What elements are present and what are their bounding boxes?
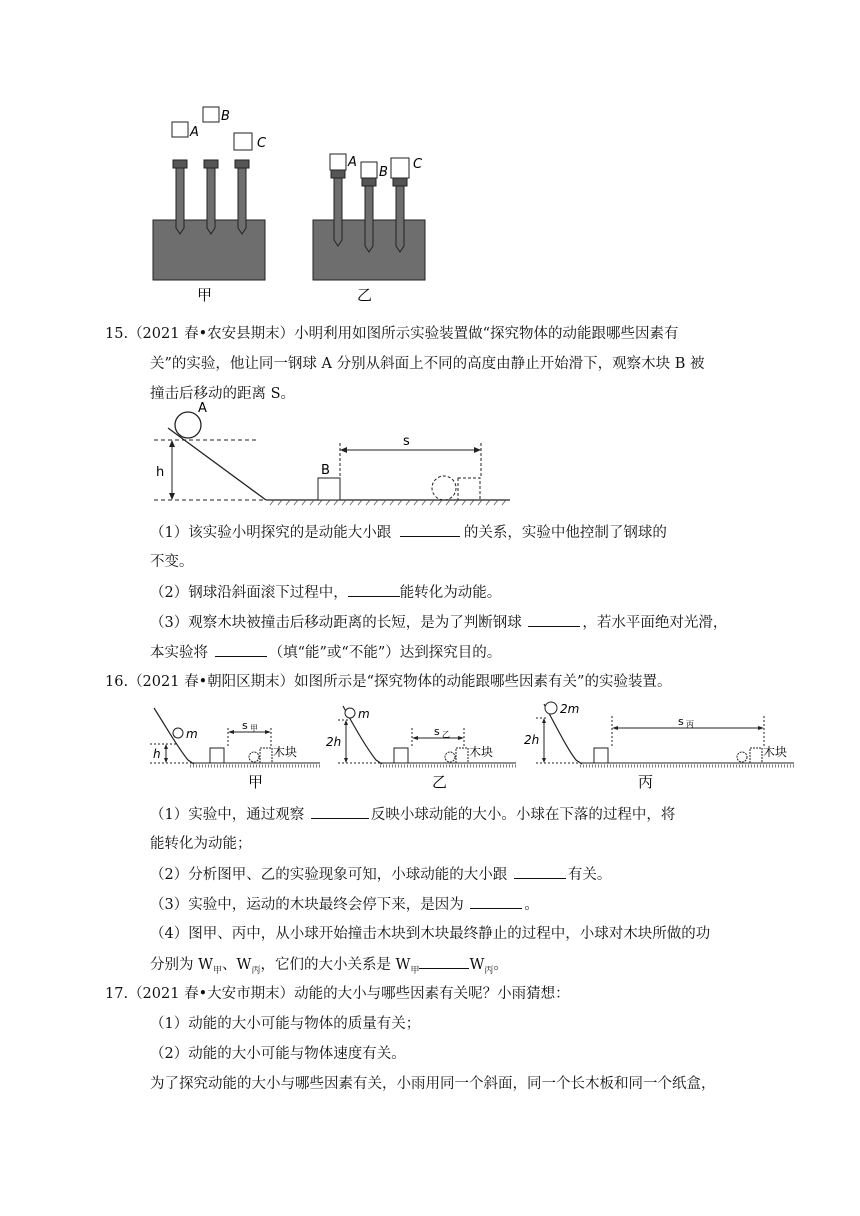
fig-q15-incline	[148, 398, 518, 510]
q16-sub4: （4）图甲、丙中，从小球开始撞击木块到木块最终静止的过程中，小球对木块所做的功	[150, 926, 711, 942]
q15-blank-1[interactable]	[400, 522, 460, 537]
q15-blank-3[interactable]	[528, 612, 580, 627]
svg-text:甲: 甲	[248, 773, 264, 791]
q15-sub2: （2）钢球沿斜面滚下过程中， 能转化为动能。	[150, 582, 501, 603]
svg-text:s: s	[242, 719, 248, 732]
q15-number: 15.	[105, 326, 129, 342]
q17-stem: 17.（2021 春•大安市期末）动能的大小与哪些因素有关呢？小雨猜想：	[105, 986, 570, 1002]
q16-sub2: （2）分析图甲、乙的实验现象可知，小球动能的大小跟 有关。	[150, 864, 611, 885]
q16-blank-2[interactable]	[514, 864, 566, 879]
q16-blank-4[interactable]	[419, 954, 469, 969]
q16-sub3: （3）实验中，运动的木块最终会停下来，是因为 。	[150, 894, 539, 915]
svg-text:h: h	[153, 747, 161, 761]
ball-a-label: A	[198, 401, 207, 416]
svg-text:木块: 木块	[273, 745, 298, 759]
q16-sub4-cont: 分别为 $W_甲$、$W_丙$，它们的大小关系是 $W_甲$ $W_丙$。	[150, 954, 508, 981]
box-yi	[313, 154, 425, 304]
q15-source: （2021 春•农安县期末）	[128, 326, 295, 342]
q15-sub1: （1）该实验小明探究的是动能大小跟 的关系，实验中他控制了钢球的	[150, 522, 667, 543]
q15-stem-1: 小明利用如图所示实验装置做“探究物体的动能跟哪些因素有	[294, 326, 679, 342]
q16-stem: 16.（2021 春•朝阳区期末）如图所示是“探究物体的动能跟哪些因素有关”的实验装置。	[105, 674, 672, 690]
q17-line-last: 为了探究动能的大小与哪些因素有关，小雨用同一个斜面，同一个长木板和同一个纸盒，	[150, 1076, 716, 1092]
q16-sub1-cont: 能转化为动能；	[150, 836, 252, 852]
svg-text:木块: 木块	[469, 745, 494, 759]
q15-sub3-cont: 本实验将 （填“能”或“不能”）达到探究目的。	[150, 642, 501, 663]
q15-sub3: （3）观察木块被撞击后移动距离的长短，是为了判断钢球 ，若水平面绝对光滑，	[150, 612, 727, 633]
q15-sub1-cont: 不变。	[150, 554, 194, 570]
svg-text:2h: 2h	[326, 735, 342, 749]
svg-text:s: s	[678, 715, 684, 728]
label-B1: B	[221, 109, 230, 124]
svg-text:甲: 甲	[250, 724, 258, 733]
panel-bing	[524, 702, 794, 791]
svg-text:乙: 乙	[432, 773, 448, 791]
svg-text:m: m	[186, 727, 198, 741]
q15-stem-line2: 关”的实验，他让同一钢球 A 分别从斜面上不同的高度由静止开始滑下，观察木块 B 被	[150, 356, 705, 372]
q15-stem-line1	[105, 324, 679, 344]
block-b-label: B	[321, 463, 330, 478]
caption-yi: 乙	[357, 286, 373, 304]
svg-text:s: s	[434, 725, 440, 738]
fig-q16-panels	[150, 696, 800, 796]
q16-blank-3[interactable]	[470, 894, 522, 909]
label-C2: C	[413, 157, 423, 172]
panel-jia	[150, 708, 320, 791]
distance-label: s	[403, 434, 410, 449]
q15-blank-4[interactable]	[215, 642, 267, 657]
fig-nails	[145, 100, 445, 310]
svg-text:丙: 丙	[638, 773, 654, 791]
svg-text:丙: 丙	[686, 720, 694, 729]
caption-jia: 甲	[197, 286, 213, 304]
svg-text:乙: 乙	[442, 730, 450, 739]
svg-text:2h: 2h	[524, 733, 540, 747]
height-label: h	[156, 465, 165, 480]
q15-blank-2[interactable]	[348, 582, 400, 597]
svg-text:木块: 木块	[763, 745, 788, 759]
svg-text:m: m	[358, 707, 370, 721]
q16-blank-1[interactable]	[311, 804, 369, 819]
q16-sub1: （1）实验中，通过观察 反映小球动能的大小。小球在下落的过程中，将	[150, 804, 675, 825]
q17-guess1: （1）动能的大小可能与物体的质量有关；	[150, 1016, 421, 1032]
svg-text:2m: 2m	[560, 702, 580, 716]
label-B2: B	[379, 165, 388, 180]
label-C1: C	[257, 136, 267, 151]
label-A2: A	[348, 155, 357, 170]
label-A1: A	[190, 125, 199, 140]
block-b	[318, 478, 340, 500]
q15-stem-line3: 撞击后移动的距离 S。	[150, 386, 296, 402]
box-jia	[153, 107, 267, 304]
q17-guess2: （2）动能的大小可能与物体速度有关。	[150, 1046, 406, 1062]
panel-yi	[326, 706, 516, 791]
